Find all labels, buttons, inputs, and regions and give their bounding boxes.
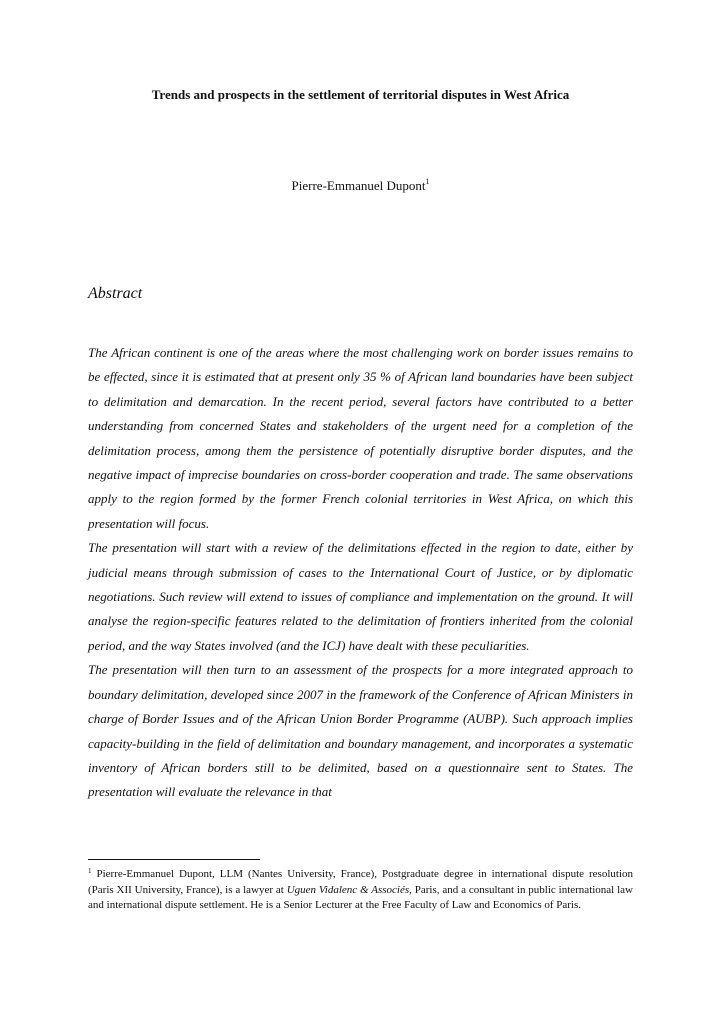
footnote-number: 1 (88, 867, 92, 875)
abstract-paragraph-3: The presentation will then turn to an assessment of the prospects for a more integrated approach to boundary delimitation, developed since 2007 in the framework of the Conference of African Ministers in charge of Border Issues and of the African Union Border Programme (AUBP). Such approach implies capacity-building in the field of delimitation and boundary management, and incorporates a systematic inventory of African borders still to be delimited, based on a questionnaire sent to States. The presentation will evaluate the relevance in that (88, 662, 633, 800)
footnote-separator (88, 859, 260, 860)
footnote-firm-name: Uguen Vidalenc & Associés (286, 883, 410, 896)
footnote-text-start: Pierre-Emmanuel Dupont, LLM (Nantes University, France), Postgraduate degree in international dispute resolution (Paris XII University, France), is a lawyer at (88, 868, 633, 896)
abstract-paragraph-2: The presentation will start with a review of the delimitations effected in the region to date, either by judicial means through submission of cases to the International Court of Justice, or by diplomatic negotiations. Such review will extend to issues of compliance and implementation on the ground. It will analyse the region-specific features related to the delimitation of frontiers inherited from the colonial period, and the way States involved (and the ICJ) have dealt with these peculiarities. (88, 540, 633, 653)
document-title: Trends and prospects in the settlement of territorial disputes in West Africa (151, 87, 570, 102)
author-name: Pierre-Emmanuel Dupont (291, 178, 426, 193)
abstract-body (88, 341, 633, 805)
author-line (88, 177, 633, 195)
abstract-heading: Abstract (88, 285, 143, 302)
footnote (88, 867, 633, 914)
footnote-text-end: , Paris, and a consultant in public international law and international dispute settlement. He is a Senior Lecturer at the Free Faculty of Law and Economics of Paris. (88, 883, 633, 911)
footnote-marker[interactable]: 1 (425, 177, 430, 186)
abstract-paragraph-1: The African continent is one of the areas where the most challenging work on border issues remains to be effected, since it is estimated that at present only 35 % of African land boundaries have been subject to delimitation and demarcation. In the recent period, several factors have contributed to a better understanding from concerned States and stakeholders of the urgent need for a completion of the delimitation process, among them the persistence of potentially disruptive border disputes, and the negative impact of imprecise boundaries on cross-border cooperation and trade. The same observations apply to the region formed by the former French colonial territories in West Africa, on which this presentation will focus. (88, 345, 633, 531)
